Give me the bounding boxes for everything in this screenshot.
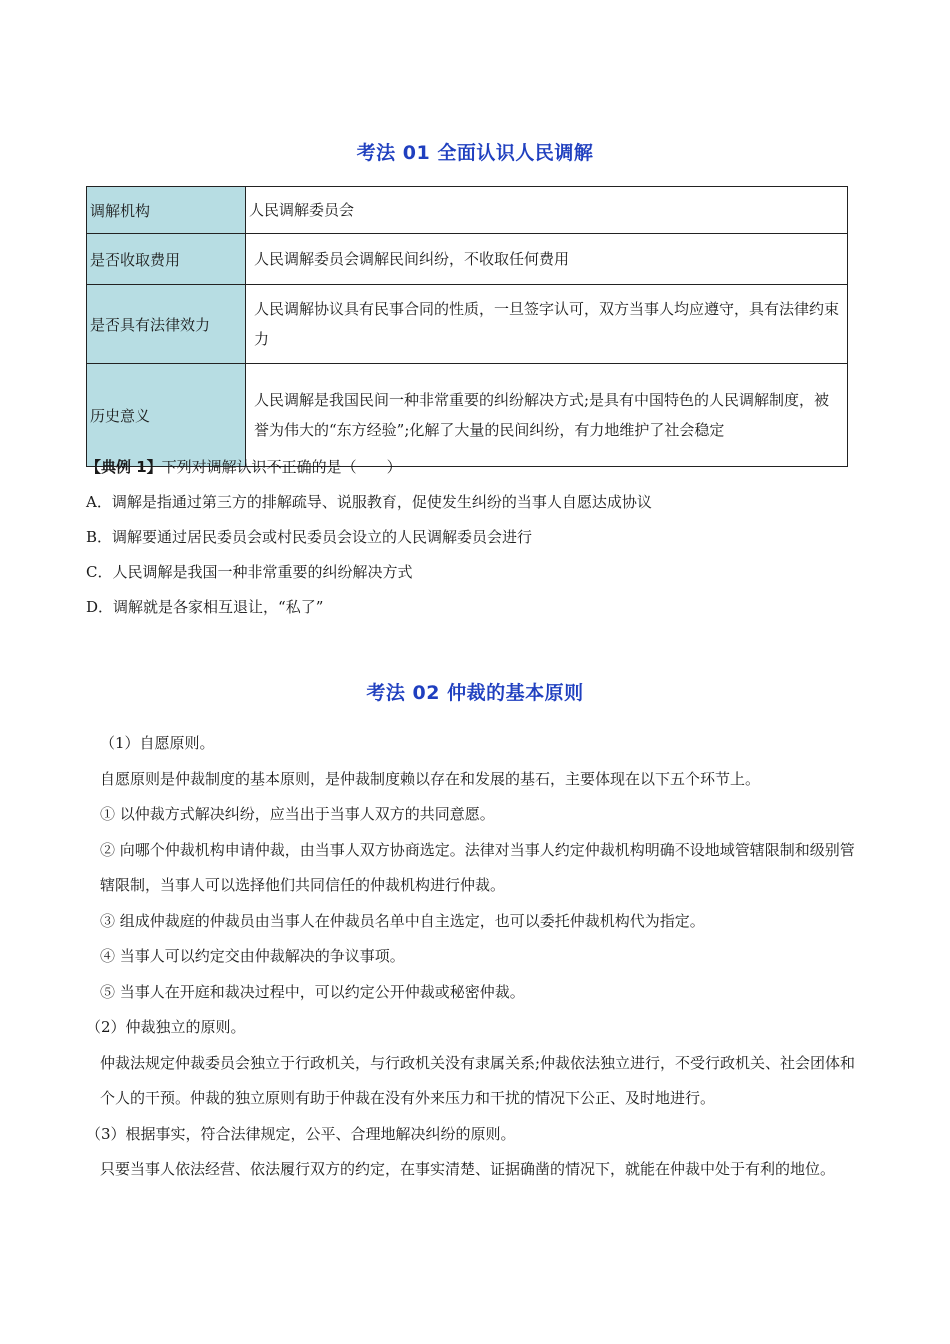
table-key: 是否具有法律效力 <box>87 285 246 364</box>
table-value: 人民调解委员会调解民间纠纷，不收取任何费用 <box>246 234 848 285</box>
table-value: 人民调解是我国民间一种非常重要的纠纷解决方式;是具有中国特色的人民调解制度，被誉为伟大的“东方经验”;化解了大量的民间纠纷，有力地维护了社会稳定 <box>246 364 848 467</box>
paragraph: 自愿原则是仲裁制度的基本原则，是仲裁制度赖以存在和发展的基石，主要体现在以下五个环节上。 <box>100 769 761 788</box>
paragraph: （3）根据事实，符合法律规定，公平、合理地解决纠纷的原则。 <box>86 1124 516 1143</box>
table-key: 调解机构 <box>87 187 246 234</box>
section2-title: 考法 02 仲裁的基本原则 <box>366 682 584 704</box>
table-row <box>87 234 848 285</box>
table-key: 是否收取费用 <box>87 234 246 285</box>
mediation-table <box>86 186 848 467</box>
paragraph: （2）仲裁独立的原则。 <box>86 1018 246 1036</box>
paragraph: （1）自愿原则。 <box>100 734 215 752</box>
table-row <box>87 285 848 364</box>
paragraph: ② 向哪个仲裁机构申请仲裁，由当事人双方协商选定。法律对当事人约定仲裁机构明确不设地域管辖限制和级别管辖限制，当事人可以选择他们共同信任的仲裁机构进行仲裁。 <box>100 840 855 894</box>
paragraph: ③ 组成仲裁庭的仲裁员由当事人在仲裁员名单中自主选定，也可以委托仲裁机构代为指定。 <box>100 911 705 930</box>
paragraph: ⑤ 当事人在开庭和裁决过程中，可以约定公开仲裁或秘密仲裁。 <box>100 982 525 1001</box>
example-tag: 【典例 1】 <box>86 458 162 476</box>
paragraph: ④ 当事人可以约定交由仲裁解决的争议事项。 <box>100 947 405 965</box>
paragraph: 仲裁法规定仲裁委员会独立于行政机关，与行政机关没有隶属关系;仲裁依法独立进行，不受行政机关、社会团体和个人的干预。仲裁的独立原则有助于仲裁在没有外来压力和干扰的情况下公正、及时地进行。 <box>100 1053 856 1107</box>
table-key: 历史意义 <box>87 364 246 467</box>
table-value: 人民调解协议具有民事合同的性质，一旦签字认可，双方当事人均应遵守，具有法律约束力 <box>246 285 848 364</box>
option-c: C．人民调解是我国一种非常重要的纠纷解决方式 <box>86 563 413 581</box>
example-question-text: 下列对调解认识不正确的是（ ） <box>161 458 402 476</box>
section1-title: 考法 01 全面认识人民调解 <box>356 142 594 164</box>
option-a: A．调解是指通过第三方的排解疏导、说服教育，促使发生纠纷的当事人自愿达成协议 <box>86 493 652 511</box>
table-row <box>87 187 848 234</box>
example-question <box>86 456 402 478</box>
paragraph: 只要当事人依法经营、依法履行双方的约定，在事实清楚、证据确凿的情况下，就能在仲裁中处于有利的地位。 <box>100 1160 836 1178</box>
table-value: 人民调解委员会 <box>246 187 848 234</box>
table-row <box>87 364 848 467</box>
option-b: B．调解要通过居民委员会或村民委员会设立的人民调解委员会进行 <box>86 528 533 546</box>
option-d: D．调解就是各家相互退让，“私了” <box>86 598 324 616</box>
section2-body <box>86 726 858 1188</box>
paragraph: ① 以仲裁方式解决纠纷，应当出于当事人双方的共同意愿。 <box>100 805 495 823</box>
